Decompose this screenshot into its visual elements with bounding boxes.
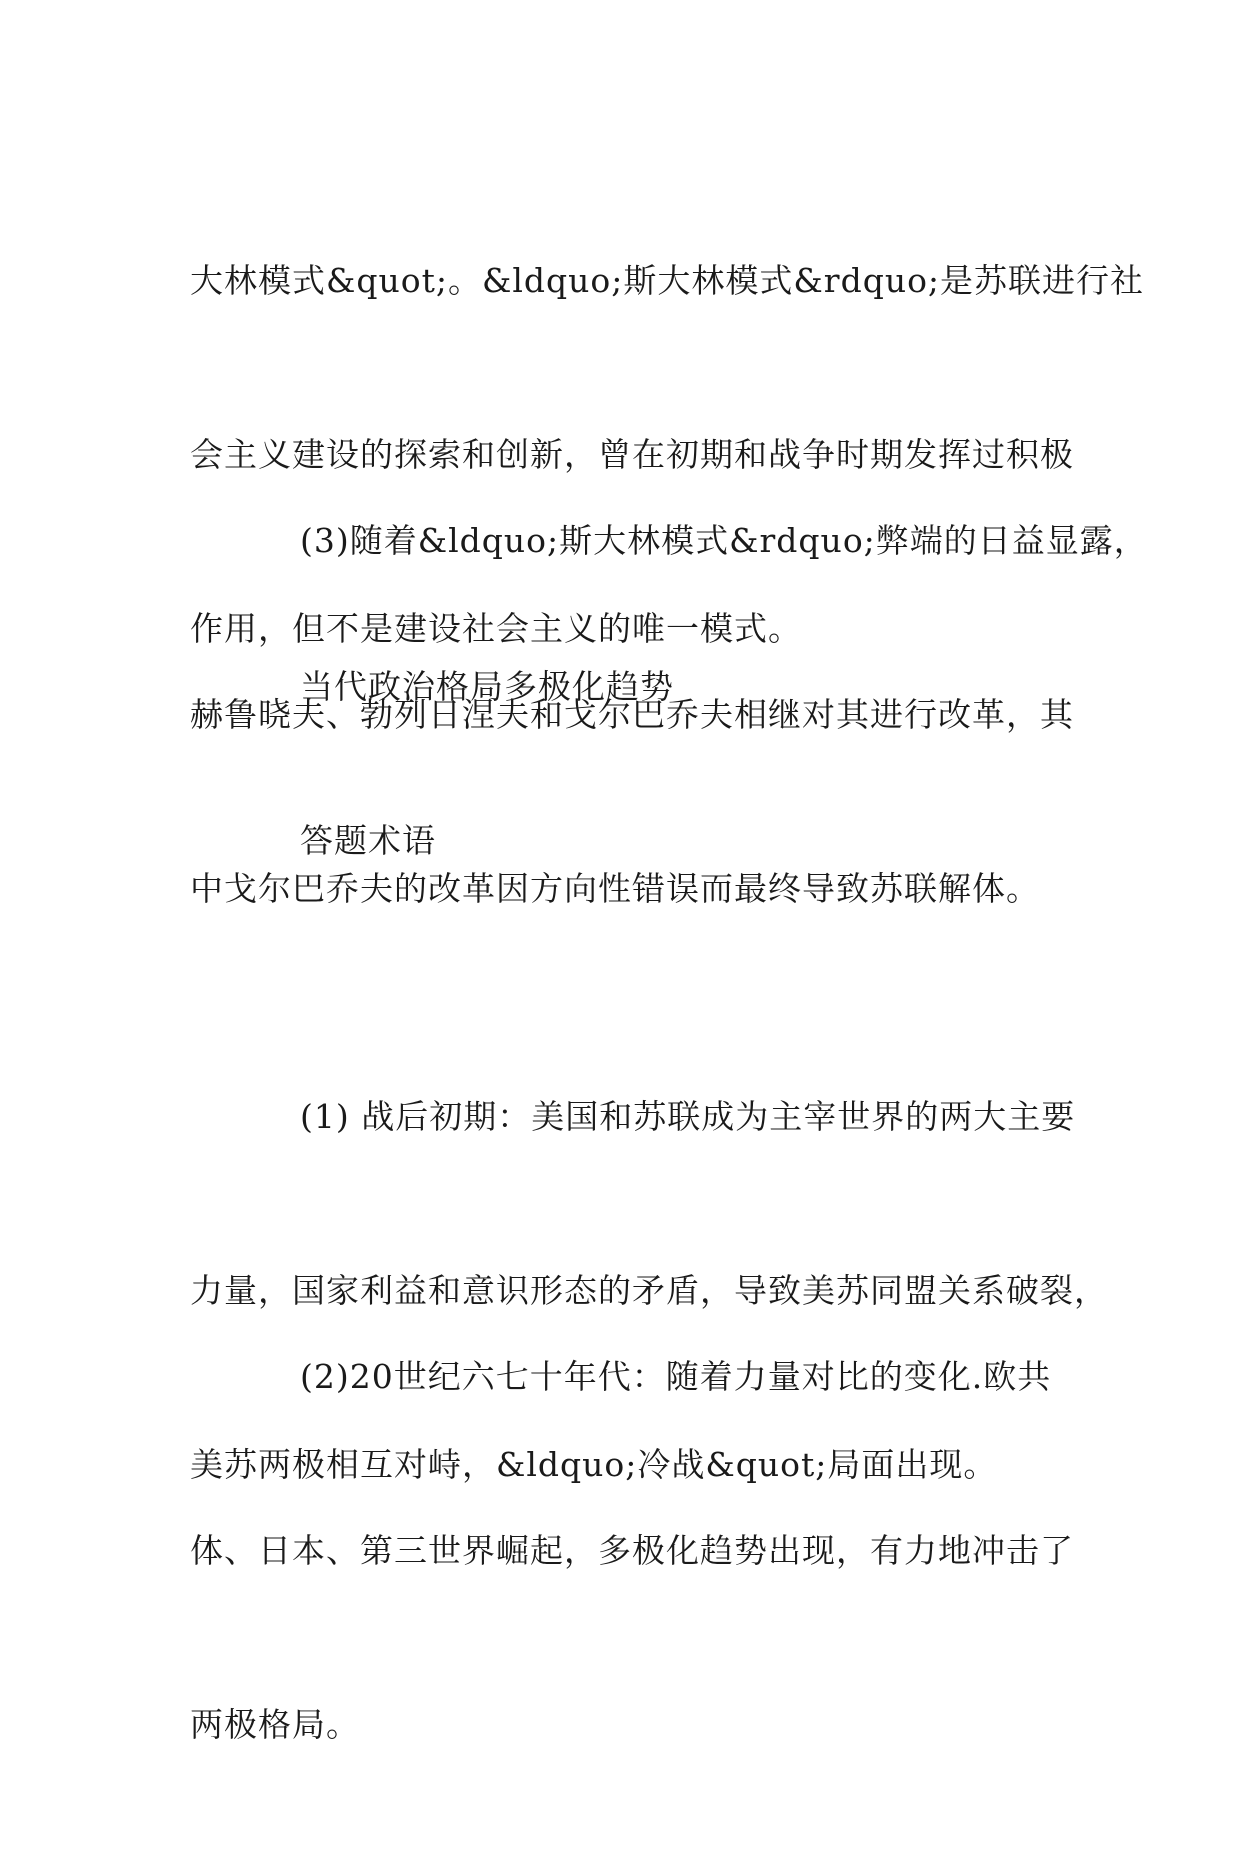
text-line: (1) 战后初期：美国和苏联成为主宰世界的两大主要 (300, 1097, 1076, 1136)
text-line: 力量，国家利益和意识形态的矛盾，导致美苏同盟关系破裂， (190, 1271, 1108, 1310)
text-line: (3)随着&ldquo;斯大林模式&rdquo;弊端的日益显露， (300, 521, 1148, 560)
section-heading-multipolarity: 当代政治格局多极化趋势 (300, 667, 674, 706)
section-heading-terms: 答题术语 (300, 821, 436, 860)
text-line: 作用，但不是建设社会主义的唯一模式。 (190, 609, 802, 648)
text-line: 赫鲁晓夫、勃列日涅夫和戈尔巴乔夫相继对其进行改革，其 (190, 695, 1074, 734)
text-line: 体、日本、第三世界崛起，多极化趋势出现，有力地冲击了 (190, 1531, 1074, 1570)
text-line: 美苏两极相互对峙，&ldquo;冷战&quot;局面出现。 (190, 1445, 998, 1484)
text-line: 中戈尔巴乔夫的改革因方向性错误而最终导致苏联解体。 (190, 869, 1040, 908)
text-line: (2)20世纪六七十年代：随着力量对比的变化.欧共 (300, 1357, 1052, 1396)
text-line: 会主义建设的探索和创新，曾在初期和战争时期发挥过积极 (190, 435, 1074, 474)
paragraph-sixties-seventies (190, 1232, 1108, 1870)
text-line: 两极格局。 (190, 1705, 360, 1744)
text-line: 大林模式&quot;。&ldquo;斯大林模式&rdquo;是苏联进行社 (190, 261, 1145, 300)
